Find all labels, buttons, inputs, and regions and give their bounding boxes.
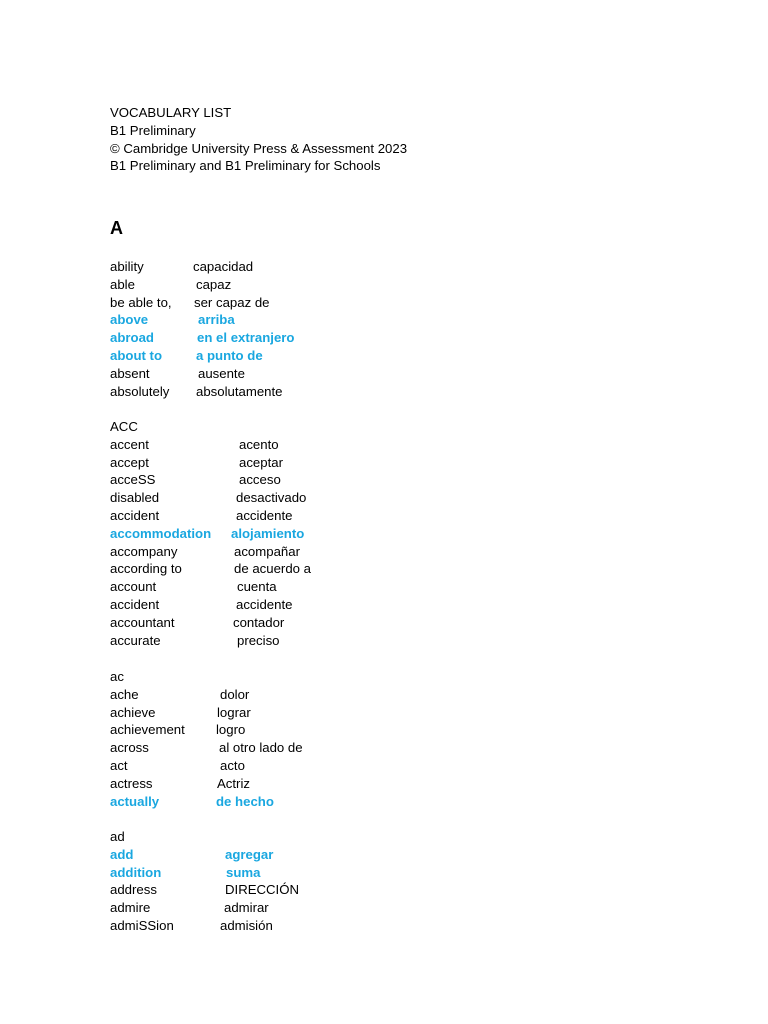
- english-word: be able to,: [110, 294, 172, 310]
- vocab-row: [110, 775, 250, 793]
- vocab-row: [110, 489, 307, 507]
- spanish-translation: admisión: [220, 917, 273, 933]
- english-word: admiSSion: [110, 917, 174, 933]
- english-word: address: [110, 882, 157, 898]
- spanish-translation: preciso: [237, 632, 280, 648]
- spanish-translation: logro: [216, 722, 246, 738]
- vocab-row: [110, 686, 250, 704]
- copyright-line: © Cambridge University Press & Assessment 2023: [110, 140, 408, 156]
- english-word: across: [110, 740, 149, 756]
- english-word: acceSS: [110, 472, 156, 488]
- english-word: able: [110, 276, 135, 292]
- vocab-row: [110, 793, 274, 811]
- spanish-translation: acompañar: [234, 543, 300, 559]
- spanish-translation: absolutamente: [196, 383, 283, 399]
- spanish-translation: de acuerdo a: [234, 561, 311, 577]
- english-word: add: [110, 846, 134, 862]
- vocab-row: [110, 578, 277, 596]
- spanish-translation: lograr: [217, 704, 251, 720]
- vocab-row: [110, 525, 305, 543]
- section-letter: A: [110, 218, 123, 238]
- english-word: absolutely: [110, 383, 170, 399]
- document-header: [110, 104, 407, 175]
- spanish-translation: desactivado: [236, 490, 307, 506]
- english-word: addition: [110, 864, 162, 880]
- spanish-translation: DIRECCIÓN: [225, 882, 299, 898]
- english-word: above: [110, 312, 149, 328]
- english-word: accountant: [110, 614, 175, 630]
- english-word: accommodation: [110, 525, 212, 541]
- vocab-row: [110, 899, 269, 917]
- vocab-row: [110, 846, 274, 864]
- vocab-row: [110, 454, 283, 472]
- english-word: achieve: [110, 704, 156, 720]
- vocab-row: [110, 704, 251, 722]
- spanish-translation: al otro lado de: [219, 740, 303, 756]
- english-word: admire: [110, 900, 151, 916]
- english-word: accident: [110, 596, 160, 612]
- english-word: accident: [110, 507, 160, 523]
- exams-line: B1 Preliminary and B1 Preliminary for Schools: [110, 158, 381, 174]
- vocab-group-ac: [110, 668, 303, 810]
- vocab-row: [110, 507, 293, 525]
- vocab-row: [110, 543, 300, 561]
- spanish-translation: suma: [226, 864, 261, 880]
- spanish-translation: ser capaz de: [194, 294, 270, 310]
- group-label: ad: [110, 829, 125, 844]
- english-word: accent: [110, 436, 149, 452]
- english-word: disabled: [110, 490, 160, 506]
- spanish-translation: accidente: [236, 596, 293, 612]
- english-word: accompany: [110, 543, 178, 559]
- english-word: actually: [110, 793, 160, 809]
- english-word: achievement: [110, 722, 185, 738]
- spanish-translation: acto: [220, 757, 245, 773]
- vocab-row: [110, 560, 311, 578]
- spanish-translation: acento: [239, 436, 279, 452]
- english-word: accurate: [110, 632, 161, 648]
- spanish-translation: Actriz: [217, 775, 250, 791]
- english-word: ache: [110, 686, 139, 702]
- spanish-translation: aceptar: [239, 454, 283, 470]
- spanish-translation: en el extranjero: [197, 330, 295, 346]
- spanish-translation: admirar: [224, 900, 269, 916]
- spanish-translation: dolor: [220, 686, 250, 702]
- spanish-translation: a punto de: [196, 347, 263, 363]
- english-word: according to: [110, 561, 182, 577]
- spanish-translation: de hecho: [216, 793, 274, 809]
- spanish-translation: cuenta: [237, 579, 277, 595]
- spanish-translation: acceso: [239, 472, 281, 488]
- english-word: about to: [110, 347, 163, 363]
- spanish-translation: capaz: [196, 276, 232, 292]
- spanish-translation: alojamiento: [231, 525, 305, 541]
- spanish-translation: arriba: [198, 312, 235, 328]
- english-word: actress: [110, 775, 153, 791]
- group-label: ac: [110, 669, 124, 684]
- vocab-row: [110, 596, 293, 614]
- spanish-translation: contador: [233, 614, 285, 630]
- vocab-row: [110, 864, 261, 882]
- group-label: ACC: [110, 419, 138, 434]
- vocab-row: [110, 757, 245, 775]
- english-word: ability: [110, 259, 144, 274]
- vocab-group-acc: [110, 418, 311, 649]
- vocab-row: [110, 436, 279, 454]
- english-word: accept: [110, 454, 149, 470]
- vocab-row: [110, 917, 273, 935]
- spanish-translation: ausente: [198, 365, 245, 381]
- spanish-translation: capacidad: [193, 259, 254, 274]
- spanish-translation: agregar: [225, 846, 274, 862]
- document-title: VOCABULARY LIST: [110, 105, 232, 120]
- english-word: abroad: [110, 330, 154, 346]
- vocab-row: [110, 881, 299, 899]
- english-word: act: [110, 757, 128, 773]
- english-word: account: [110, 579, 157, 595]
- vocab-row: [110, 721, 246, 739]
- level-label: B1 Preliminary: [110, 122, 196, 138]
- vocab-row: [110, 632, 280, 650]
- english-word: absent: [110, 365, 150, 381]
- vocab-group-ad: [110, 828, 299, 935]
- vocab-row: [110, 614, 285, 632]
- vocab-row: [110, 471, 281, 489]
- vocab-row: [110, 739, 303, 757]
- spanish-translation: accidente: [236, 507, 293, 523]
